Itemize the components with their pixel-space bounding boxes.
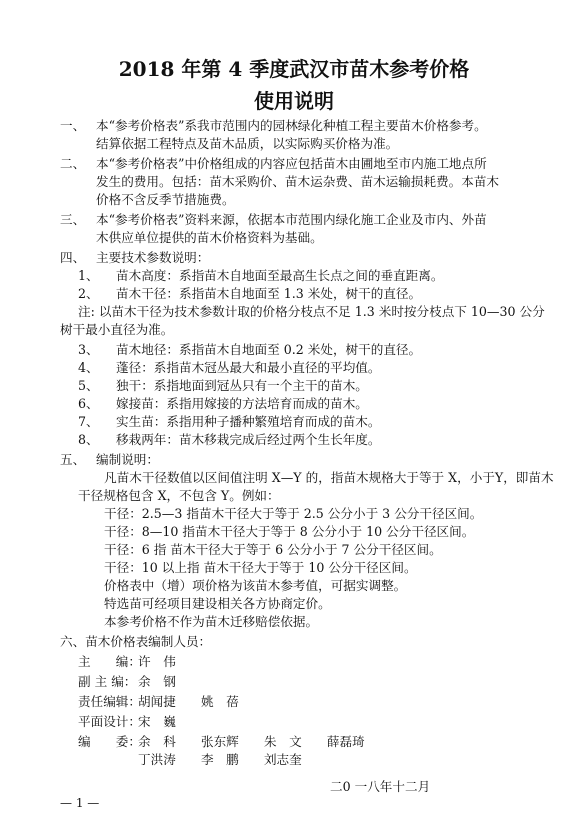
- section-2-line-1: 本“参考价格表”中价格组成的内容应包括苗木由圃地至市内施工地点所: [96, 156, 487, 171]
- param-6-number: 6、: [78, 396, 99, 411]
- section-6-heading: 六、苗木价格表编制人员：: [60, 634, 212, 649]
- compile-para-2: 价格表中（增）项价格为该苗木参考值，可据实调整。: [104, 578, 407, 593]
- param-1-text: 苗木高度：系指苗木自地面至最高生长点之间的垂直距离。: [116, 268, 444, 283]
- param-note-line-2: 树干最小直径为准。: [60, 322, 174, 337]
- staff-editor-label: 责任编辑：: [78, 694, 141, 709]
- param-8-number: 8、: [78, 432, 99, 447]
- section-2-line-2: 发生的费用。包括：苗木采购价、苗木运杂费、苗木运输损耗费。本苗木: [96, 174, 499, 189]
- section-3-number: 三、: [60, 212, 86, 227]
- staff-vice-editor: [78, 673, 176, 691]
- section-5-heading: 编制说明：: [96, 452, 159, 467]
- staff-design-label: 平面设计：: [78, 714, 141, 729]
- page-number: — 1 —: [60, 796, 100, 810]
- section-4-number: 四、: [60, 250, 86, 265]
- staff-vice-name: 余 钢: [138, 674, 176, 689]
- param-5-text: 独干：系指地面到冠丛只有一个主干的苗木。: [116, 378, 368, 393]
- section-3-line-1: 本“参考价格表”资料来源，依据本市范围内绿化施工企业及市内、外苗: [96, 212, 487, 227]
- section-1-line-2: 结算依据工程特点及苗木品质，以实际购买价格为准。: [96, 136, 399, 151]
- document-subtitle: 使用说明: [254, 89, 334, 113]
- param-3-text: 苗木地径：系指苗木自地面至 0.2 米处，树干的直径。: [116, 342, 422, 357]
- param-1-number: 1、: [78, 268, 99, 283]
- section-1-number: 一、: [60, 118, 86, 133]
- section-2-line-3: 价格不含反季节措施费。: [96, 192, 235, 207]
- staff-chief-label: 主 编：: [78, 654, 141, 669]
- staff-chief-name: 许 伟: [138, 654, 176, 669]
- param-3-number: 3、: [78, 342, 99, 357]
- param-5-number: 5、: [78, 378, 99, 393]
- section-3-line-2: 木供应单位提供的苗木价格资料为基础。: [96, 230, 323, 245]
- param-6-text: 嫁接苗：系指用嫁接的方法培育而成的苗木。: [116, 396, 368, 411]
- compile-para-3: 特选苗可经项目建设相关各方协商定价。: [104, 596, 331, 611]
- staff-editor-names: 胡闻捷 姚 蓓: [138, 694, 239, 709]
- staff-graphic-design: [78, 713, 176, 731]
- param-note-line-1: 注: 以苗木干径为技术参数计取的价格分枝点不足 1.3 米时按分枝点下 10—30 公分: [78, 304, 545, 319]
- compile-para-1-line-2: 干径规格包含 X，不包含 Y。例如：: [78, 488, 280, 503]
- param-8-text: 移栽两年：苗木移栽完成后经过两个生长年度。: [116, 432, 381, 447]
- staff-designer-name: 宋 巍: [138, 714, 176, 729]
- param-7-number: 7、: [78, 414, 99, 429]
- compile-example-1: 干径：2.5—3 指苗木干径大于等于 2.5 公分小于 3 公分干径区间。: [104, 506, 483, 521]
- param-4-number: 4、: [78, 360, 99, 375]
- staff-responsible-editors: [78, 693, 239, 711]
- param-2-text: 苗木干径：系指苗木自地面至 1.3 米处，树干的直径。: [116, 286, 422, 301]
- staff-vice-label: 副 主 编：: [78, 674, 137, 689]
- param-7-text: 实生苗：系指用种子播种繁殖培育而成的苗木。: [116, 414, 381, 429]
- compile-para-4: 本参考价格不作为苗木迁移赔偿依据。: [104, 614, 319, 629]
- document-date: 二0 一八年十二月: [330, 779, 431, 794]
- param-2-number: 2、: [78, 286, 99, 301]
- document-title: 2018 年第 4 季度武汉市苗木参考价格: [118, 57, 470, 81]
- section-1-line-1: 本“参考价格表”系我市范围内的园林绿化种植工程主要苗木价格参考。: [96, 118, 487, 133]
- compile-example-3: 干径：6 指 苗木干径大于等于 6 公分小于 7 公分干径区间。: [104, 542, 442, 557]
- staff-committee-names-2: 丁洪涛 李 鹏 刘志奎: [138, 752, 302, 767]
- section-5-number: 五、: [60, 452, 86, 467]
- section-2-number: 二、: [60, 156, 86, 171]
- staff-committee: [78, 733, 365, 751]
- compile-example-4: 干径：10 以上指 苗木干径大于等于 10 公分干径区间。: [104, 560, 417, 575]
- staff-chief-editor: [78, 653, 176, 671]
- compile-example-2: 干径：8—10 指苗木干径大于等于 8 公分小于 10 公分干径区间。: [104, 524, 475, 539]
- staff-committee-label: 编 委：: [78, 734, 141, 749]
- param-4-text: 蓬径：系指苗木冠丛最大和最小直径的平均值。: [116, 360, 381, 375]
- section-4-heading: 主要技术参数说明：: [96, 250, 210, 265]
- staff-committee-names-1: 余 科 张东辉 朱 文 薛磊琦: [138, 734, 365, 749]
- compile-para-1-line-1: 凡苗木干径数值以区间值注明 X—Y 的，指苗木规格大于等于 X，小于Y，即苗木: [104, 470, 554, 485]
